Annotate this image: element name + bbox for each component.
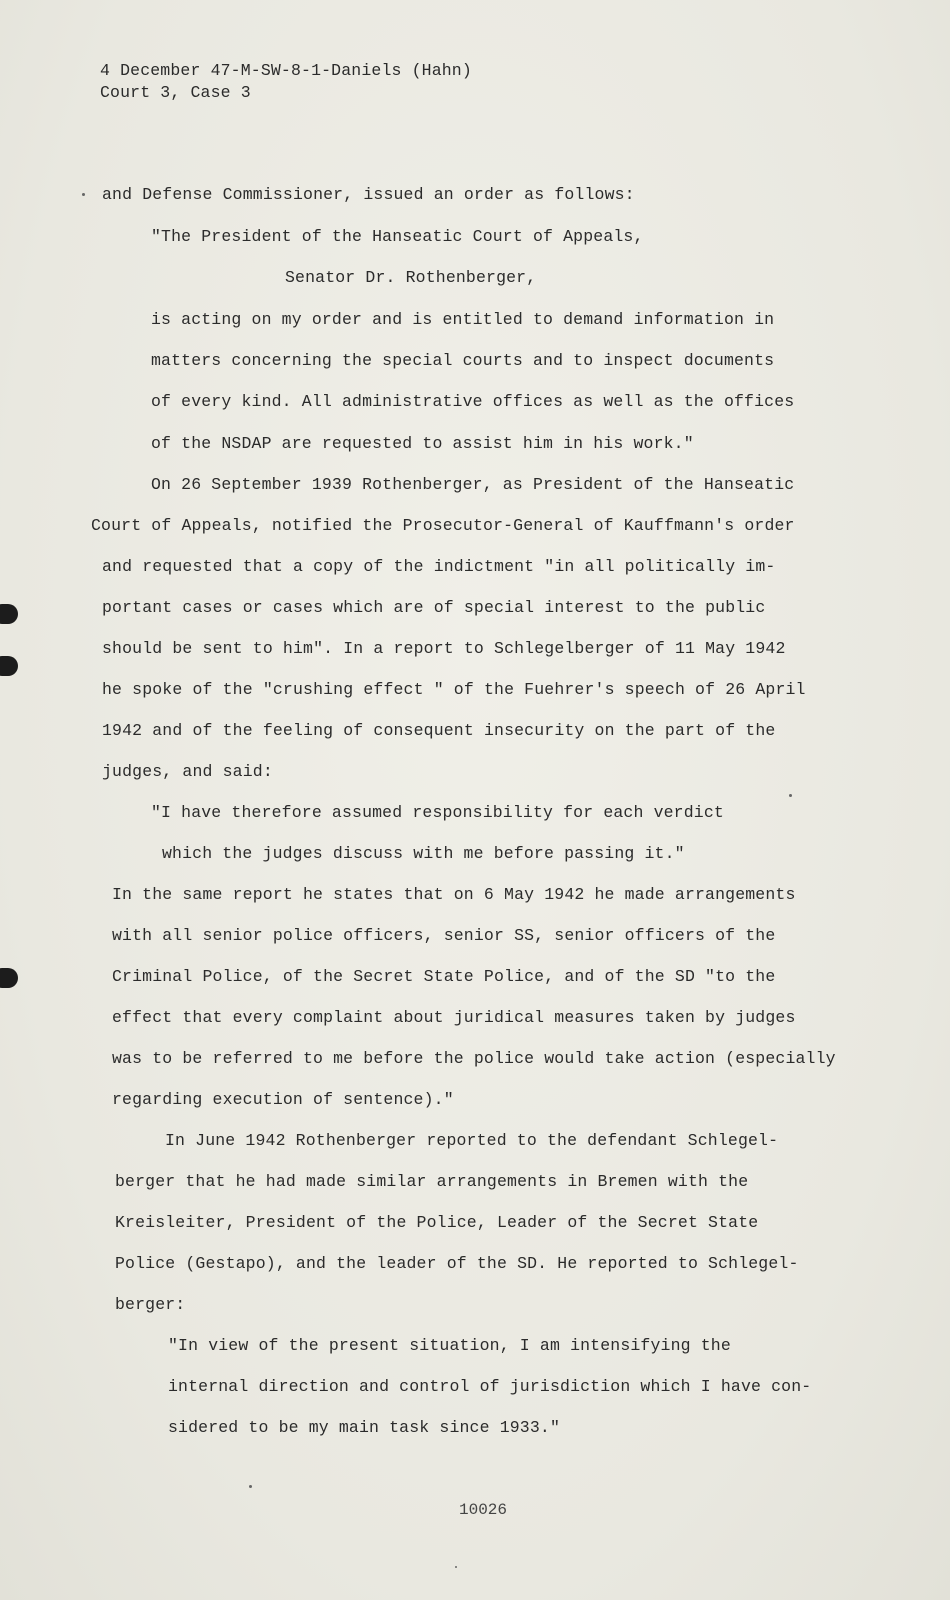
text-line: sidered to be my main task since 1933.": [168, 1418, 561, 1437]
text-line: Criminal Police, of the Secret State Police, and of the SD "to the: [112, 967, 776, 986]
header-reference: 4 December 47-M-SW-8-1-Daniels (Hahn): [100, 61, 472, 80]
text-line: judges, and said:: [102, 762, 273, 781]
punch-hole: [0, 968, 18, 988]
text-line: "The President of the Hanseatic Court of Appeals,: [151, 227, 644, 246]
text-line: he spoke of the "crushing effect " of the Fuehrer's speech of 26 April: [102, 680, 806, 699]
text-line: was to be referred to me before the police would take action (especially: [112, 1049, 836, 1068]
paper-speck: [249, 1485, 252, 1488]
text-line: which the judges discuss with me before passing it.": [162, 844, 685, 863]
text-line: and Defense Commissioner, issued an order as follows:: [102, 185, 635, 204]
header-court: Court 3, Case 3: [100, 83, 251, 102]
page-number: 10026: [459, 1501, 508, 1519]
text-line: In June 1942 Rothenberger reported to the defendant Schlegel-: [165, 1131, 779, 1150]
text-line: effect that every complaint about juridical measures taken by judges: [112, 1008, 796, 1027]
paper-speck: [789, 794, 792, 797]
text-line: of every kind. All administrative offices as well as the offices: [151, 392, 795, 411]
text-line: "I have therefore assumed responsibility for each verdict: [151, 803, 724, 822]
text-line: with all senior police officers, senior SS, senior officers of the: [112, 926, 776, 945]
paper-speck: [455, 1566, 457, 1568]
text-line: regarding execution of sentence).": [112, 1090, 454, 1109]
text-line: Senator Dr. Rothenberger,: [285, 268, 537, 287]
text-line: internal direction and control of jurisdiction which I have con-: [168, 1377, 812, 1396]
text-line: berger:: [115, 1295, 186, 1314]
punch-hole: [0, 604, 18, 624]
text-line: matters concerning the special courts and to inspect documents: [151, 351, 775, 370]
text-line: berger that he had made similar arrangements in Bremen with the: [115, 1172, 749, 1191]
paper-speck: [82, 193, 85, 196]
text-line: of the NSDAP are requested to assist him in his work.": [151, 434, 694, 453]
text-line: 1942 and of the feeling of consequent insecurity on the part of the: [102, 721, 776, 740]
text-line: portant cases or cases which are of special interest to the public: [102, 598, 766, 617]
text-line: Police (Gestapo), and the leader of the SD. He reported to Schlegel-: [115, 1254, 799, 1273]
text-line: should be sent to him". In a report to Schlegelberger of 11 May 1942: [102, 639, 786, 658]
text-line: and requested that a copy of the indictment "in all politically im-: [102, 557, 776, 576]
text-line: is acting on my order and is entitled to demand information in: [151, 310, 775, 329]
punch-hole: [0, 656, 18, 676]
text-line: "In view of the present situation, I am intensifying the: [168, 1336, 731, 1355]
text-line: Kreisleiter, President of the Police, Leader of the Secret State: [115, 1213, 759, 1232]
text-line: On 26 September 1939 Rothenberger, as President of the Hanseatic: [151, 475, 795, 494]
text-line: In the same report he states that on 6 May 1942 he made arrangements: [112, 885, 796, 904]
text-line: Court of Appeals, notified the Prosecutor-General of Kauffmann's order: [91, 516, 795, 535]
